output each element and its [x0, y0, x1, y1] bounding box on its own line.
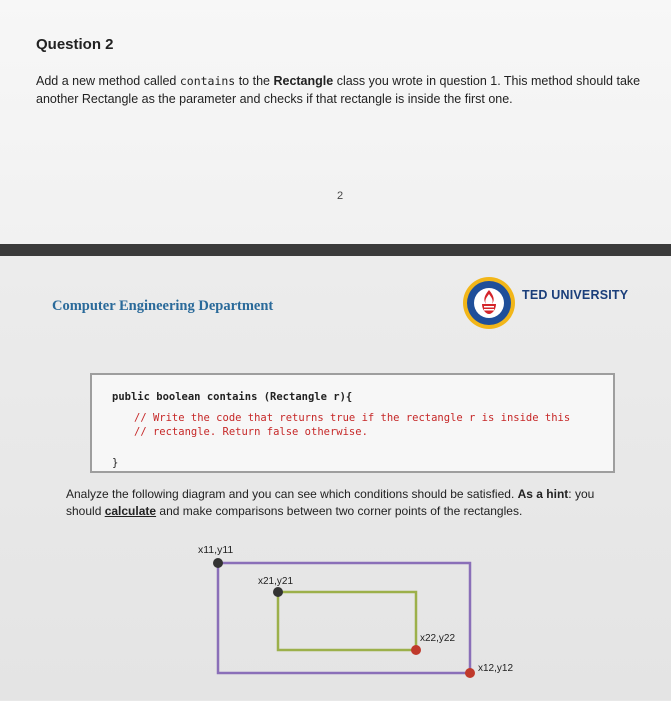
- method-signature: public boolean contains (Rectangle r){: [112, 391, 353, 403]
- point-x11-y11: [213, 558, 223, 568]
- calculate-word: calculate: [104, 504, 157, 518]
- point-x22-y22: [411, 645, 421, 655]
- outer-rectangle: [218, 563, 470, 673]
- question-title: Question 2: [36, 36, 114, 53]
- class-name-bold: Rectangle: [273, 74, 334, 88]
- point-x12-y12: [465, 668, 475, 678]
- method-name-code: contains: [179, 74, 236, 88]
- page-number: 2: [337, 190, 344, 202]
- hint-label: As a hint: [517, 487, 569, 501]
- question-text-part: Add a new method called: [36, 74, 180, 88]
- point-x21-y21: [273, 587, 283, 597]
- code-comment-line-1: // Write the code that returns true if the rectangle r is inside this: [134, 412, 571, 424]
- question-text: [36, 72, 646, 108]
- analyze-text: and make comparisons between two corner points of the rectangles.: [156, 504, 523, 518]
- analyze-instructions: [66, 486, 626, 520]
- label-x21-y21: x21,y21: [258, 576, 294, 587]
- label-x12-y12: x12,y12: [478, 663, 514, 674]
- analyze-text: : you should: [66, 487, 595, 518]
- analyze-text: Analyze the following diagram and you can see which conditions should be satisfied.: [66, 487, 518, 501]
- label-x11-y11: x11,y11: [198, 544, 234, 556]
- question-text-part: to the: [235, 74, 274, 88]
- department-title: Computer Engineering Department: [52, 298, 274, 314]
- label-x22-y22: x22,y22: [420, 633, 456, 644]
- question-page: [0, 0, 671, 244]
- code-block: [90, 373, 615, 473]
- slide-page: [0, 256, 671, 700]
- inner-rectangle: [278, 592, 416, 650]
- code-comment-line-2: // rectangle. Return false otherwise.: [134, 426, 368, 438]
- rectangles-diagram: [190, 541, 530, 701]
- question-text-part: class you wrote in question 1. This method should take another Rectangle as the parameter and checks if that rectangle is inside the first one.: [36, 74, 641, 106]
- university-name: TED UNIVERSITY: [522, 288, 629, 302]
- page-divider: [0, 244, 671, 256]
- closing-brace: }: [112, 457, 119, 469]
- university-logo-icon: [462, 276, 516, 330]
